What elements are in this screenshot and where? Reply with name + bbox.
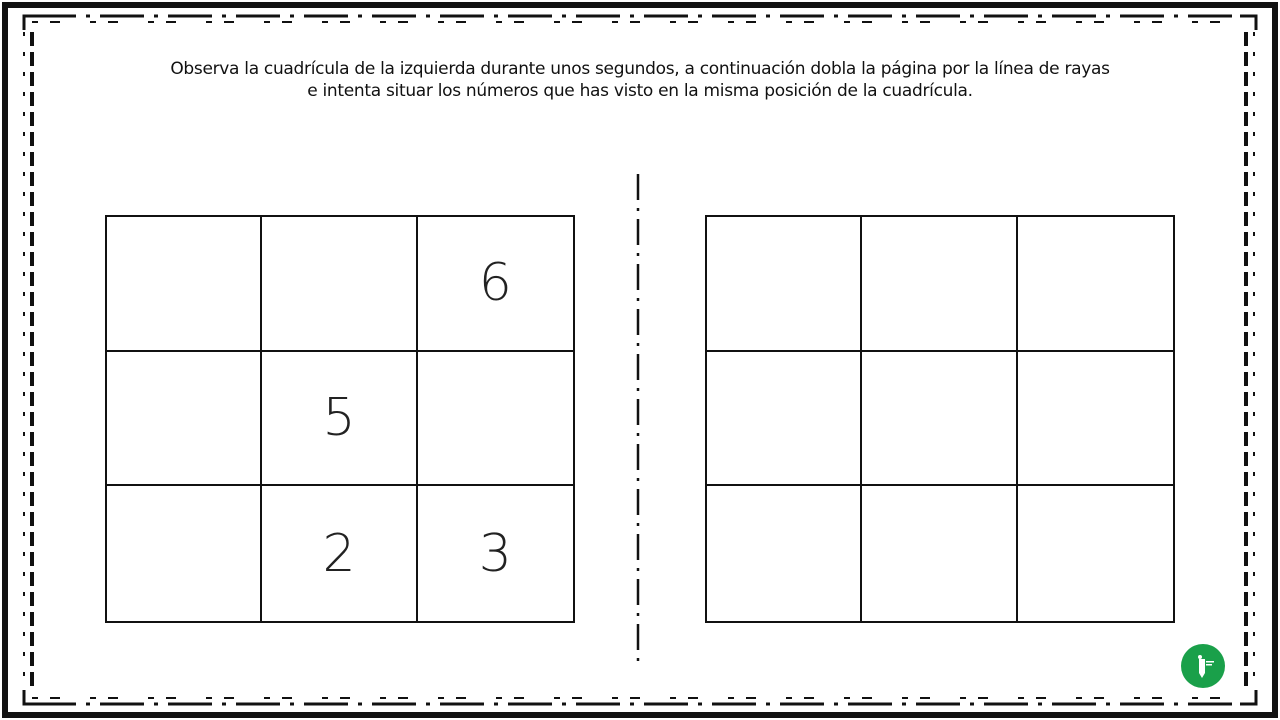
right-grid-cell[interactable] <box>707 352 862 487</box>
left-grid-cell <box>107 486 262 621</box>
right-grid-cell[interactable] <box>862 486 1017 621</box>
pencil-logo-icon <box>1181 644 1225 688</box>
left-grid-cell: 6 <box>418 217 573 352</box>
left-grid-cell <box>107 352 262 487</box>
instructions-text <box>60 58 1220 102</box>
left-grid-cell: 3 <box>478 523 512 584</box>
right-grid-cell[interactable] <box>1018 486 1173 621</box>
right-grid-cell[interactable] <box>707 217 862 352</box>
instructions-line-1: Observa la cuadrícula de la izquierda durante unos segundos, a continuación dobla la página por la línea de rayas <box>170 59 1110 79</box>
left-grid-cell: 2 <box>262 486 417 621</box>
left-grid-cell <box>418 352 573 487</box>
left-grid-cell: 5 <box>262 352 417 487</box>
fold-dashed-line <box>630 172 646 664</box>
memory-grid-right <box>705 215 1175 623</box>
left-grid-cell <box>107 217 262 352</box>
right-grid-cell[interactable] <box>1018 217 1173 352</box>
instructions-line-2: e intenta situar los números que has visto en la misma posición de la cuadrícula. <box>307 81 973 101</box>
right-grid-cell[interactable] <box>707 486 862 621</box>
right-grid-cell[interactable] <box>862 352 1017 487</box>
right-grid-cell[interactable] <box>1018 352 1173 487</box>
right-grid-cell[interactable] <box>862 217 1017 352</box>
left-grid-cell <box>262 217 417 352</box>
memory-grid-left <box>105 215 575 623</box>
